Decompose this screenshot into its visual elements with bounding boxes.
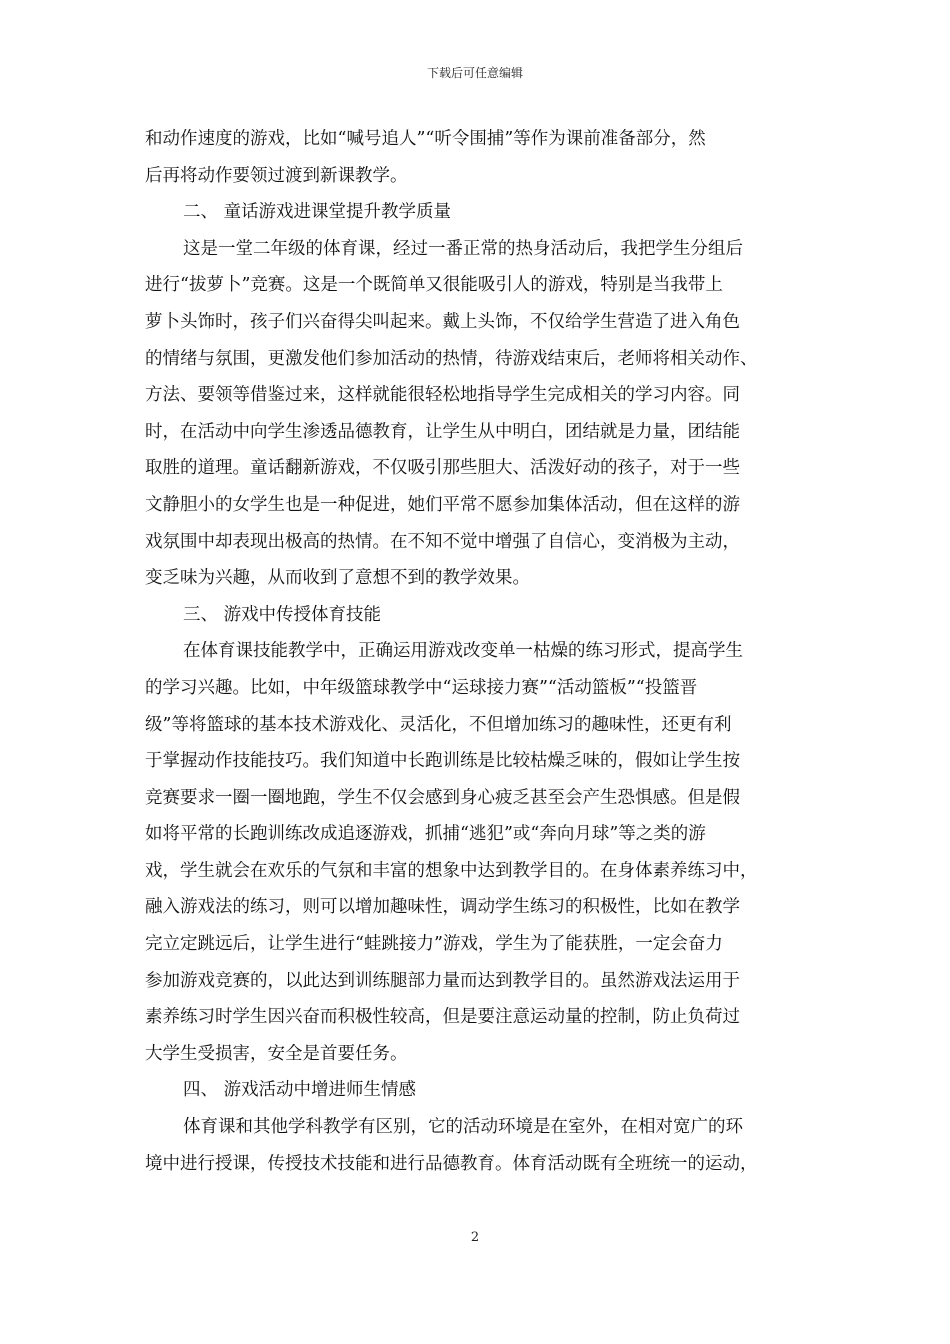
paragraph-start: 这是一堂二年级的体育课，经过一番正常的热身活动后，我把学生分组后 (183, 238, 743, 259)
text-line: 参加游戏竞赛的，以此达到训练腿部力量而达到教学目的。虽然游戏法运用于 (145, 970, 740, 991)
section-heading: 四、 游戏活动中增进师生情感 (183, 1080, 417, 1101)
text-line: 和动作速度的游戏，比如“喊号追人”“听令围捕”等作为课前准备部分，然 (145, 129, 706, 149)
text-line: 文静胆小的女学生也是一种促进，她们平常不愿参加集体活动，但在这样的游 (145, 494, 740, 515)
page-header: 下载后可任意编辑 (426, 66, 523, 80)
text-line: 级”等将篮球的基本技术游戏化、灵活化，不但增加练习的趣味性，还更有利 (145, 714, 732, 735)
text-line: 时，在活动中向学生渗透品德教育，让学生从中明白，团结就是力量，团结能 (145, 421, 740, 442)
document-body (145, 121, 807, 1182)
text-line: 完立定跳远后，让学生进行“蛙跳接力”游戏，学生为了能获胜，一定会奋力 (145, 934, 723, 955)
text-line: 戏，学生就会在欢乐的气氛和丰富的想象中达到教学目的。在身体素养练习中， (145, 860, 758, 881)
text-line: 取胜的道理。童话翻新游戏，不仅吸引那些胆大、活泼好动的孩子，对于一些 (145, 458, 740, 479)
text-line: 素养练习时学生因兴奋而积极性较高，但是要注意运动量的控制，防止负荷过 (145, 1007, 740, 1028)
page-number: 2 (470, 1230, 480, 1245)
text-line: 于掌握动作技能技巧。我们知道中长跑训练是比较枯燥乏味的，假如让学生按 (145, 751, 740, 772)
text-line: 竞赛要求一圈一圈地跑，学生不仅会感到身心疲乏甚至会产生恐惧感。但是假 (145, 787, 740, 808)
text-line: 戏氛围中却表现出极高的热情。在不知不觉中增强了自信心，变消极为主动， (145, 531, 740, 552)
paragraph-start: 体育课和其他学科教学有区别，它的活动环境是在室外，在相对宽广的环 (183, 1117, 743, 1138)
text-line: 萝卜头饰时，孩子们兴奋得尖叫起来。戴上头饰，不仅给学生营造了进入角色 (145, 311, 740, 332)
text-line: 境中进行授课，传授技术技能和进行品德教育。体育活动既有全班统一的运动， (145, 1153, 758, 1174)
text-line: 的学习兴趣。比如，中年级篮球教学中“运球接力赛”“活动篮板”“投篮晋 (145, 677, 698, 698)
text-line: 进行“拔萝卜”竞赛。这是一个既简单又很能吸引人的游戏，特别是当我带上 (145, 275, 723, 296)
paragraph-start: 在体育课技能教学中，正确运用游戏改变单一枯燥的练习形式，提高学生 (183, 641, 743, 662)
text-line: 后再将动作要领过渡到新课教学。 (145, 165, 408, 186)
text-line: 如将平常的长跑训练改成追逐游戏，抓捕“逃犯”或“奔向月球”等之类的游 (145, 824, 706, 845)
section-heading: 二、 童话游戏进课堂提升教学质量 (183, 202, 452, 223)
text-line: 大学生受损害，安全是首要任务。 (145, 1043, 408, 1064)
text-line: 变乏味为兴趣，从而收到了意想不到的教学效果。 (145, 568, 530, 589)
text-line: 融入游戏法的练习，则可以增加趣味性，调动学生练习的积极性，比如在教学 (145, 897, 740, 918)
section-heading: 三、 游戏中传授体育技能 (183, 604, 382, 625)
text-line: 的情绪与氛围，更激发他们参加活动的热情，待游戏结束后，老师将相关动作、 (145, 348, 758, 369)
text-line: 方法、要领等借鉴过来，这样就能很轻松地指导学生完成相关的学习内容。同 (145, 385, 740, 406)
